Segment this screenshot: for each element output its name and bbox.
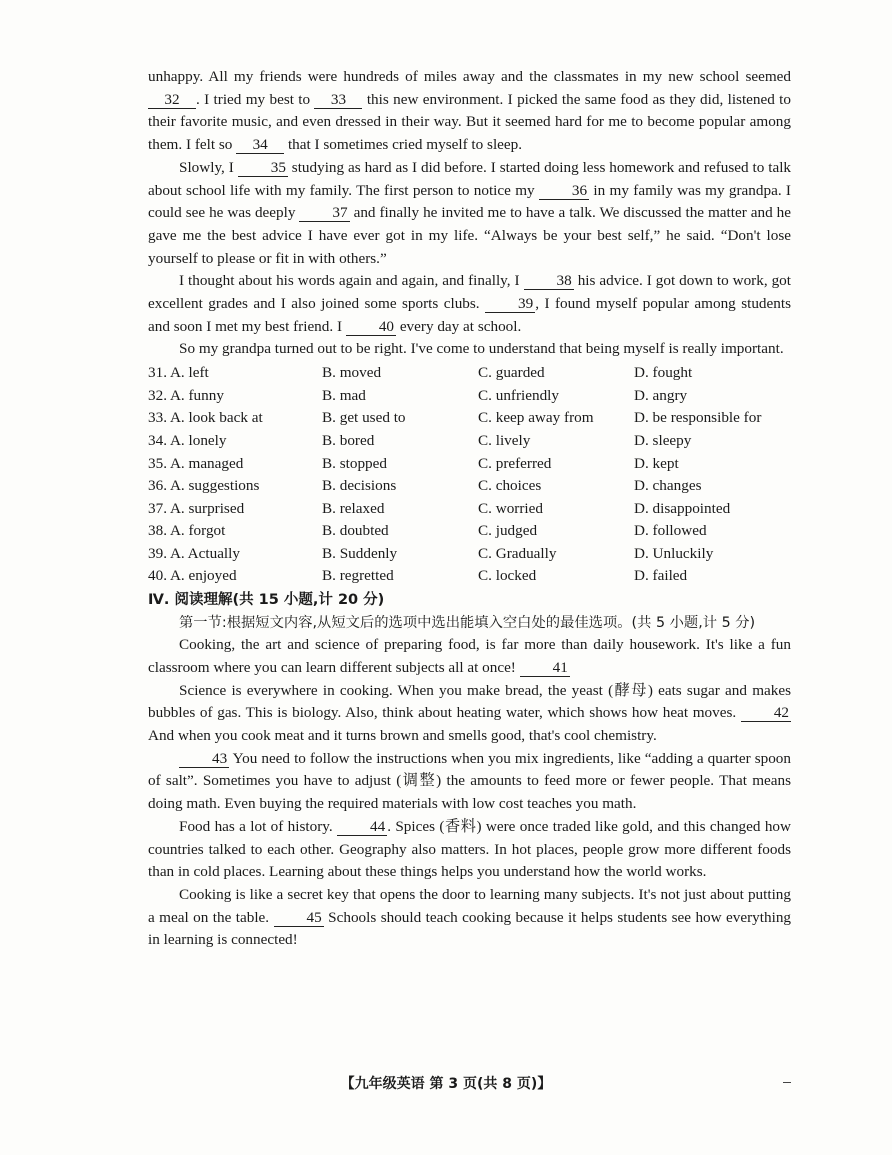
option-row bbox=[148, 520, 791, 543]
page-footer: 【九年级英语 第 3 页(共 8 页)】 bbox=[340, 1076, 552, 1092]
option-c: C. keep away from bbox=[478, 409, 594, 427]
option-row bbox=[148, 430, 791, 453]
option-b: B. moved bbox=[322, 364, 382, 382]
option-a: 35. A. managed bbox=[148, 454, 244, 472]
option-b: B. stopped bbox=[322, 454, 387, 472]
option-row bbox=[148, 362, 791, 385]
text: Cooking is like a secret key that opens the door to learning many subjects. It's not just about putting a meal on the table. bbox=[148, 886, 791, 926]
text: in my family was my grandpa. I could see he was deeply bbox=[148, 181, 791, 222]
blank-35: 35 bbox=[238, 159, 288, 177]
option-c: C. lively bbox=[478, 431, 531, 449]
reading-paragraph-1 bbox=[148, 634, 791, 679]
text: You need to follow the instructions when you mix ingredients, like “adding a quarter spoon of salt”. Sometimes you have to adjust (调整) the amounts to feed more or fewer people. That means doing math. Even buying the required materials with low cost teaches you math. bbox=[148, 749, 791, 813]
option-a: 31. A. left bbox=[148, 364, 209, 382]
option-d: D. changes bbox=[634, 477, 702, 495]
text: . Spices (香料) were once traded like gold, and this changed how countries talked to each other. Geography also matters. In hot places, people grow more different foods than in cold places. Learning about these things helps you understand how the world works. bbox=[148, 817, 791, 881]
blank-43: 43 bbox=[179, 750, 229, 768]
option-b: B. bored bbox=[322, 431, 375, 449]
text: Food has a lot of history. bbox=[179, 817, 338, 835]
option-row bbox=[148, 475, 791, 498]
blank-36: 36 bbox=[539, 182, 589, 200]
cloze-paragraph-1 bbox=[148, 66, 791, 157]
option-a: 37. A. surprised bbox=[148, 499, 245, 517]
blank-42: 42 bbox=[741, 704, 791, 722]
option-c: C. Gradually bbox=[478, 544, 557, 562]
option-d: D. failed bbox=[634, 567, 688, 585]
reading-paragraph-2 bbox=[148, 680, 791, 748]
blank-34: 34 bbox=[236, 136, 284, 154]
option-b: B. relaxed bbox=[322, 499, 385, 517]
text: Science is everywhere in cooking. When you make bread, the yeast (酵母) eats sugar and makes bubbles of gas. This is biology. Also, think about heating water, which shows how heat moves. bbox=[148, 681, 791, 722]
option-b: B. mad bbox=[322, 386, 366, 404]
blank-38: 38 bbox=[524, 272, 574, 290]
option-a: 33. A. look back at bbox=[148, 409, 263, 427]
option-b: B. doubted bbox=[322, 522, 389, 540]
option-d: D. sleepy bbox=[634, 431, 692, 449]
option-a: 32. A. funny bbox=[148, 386, 224, 404]
text: . I tried my best to bbox=[196, 90, 315, 108]
option-c: C. choices bbox=[478, 477, 542, 495]
blank-40: 40 bbox=[346, 318, 396, 336]
option-d: D. kept bbox=[634, 454, 679, 472]
option-d: D. angry bbox=[634, 386, 688, 404]
option-a: 40. A. enjoyed bbox=[148, 567, 237, 585]
text: I thought about his words again and again, and finally, I bbox=[179, 272, 524, 290]
option-a: 38. A. forgot bbox=[148, 522, 226, 540]
option-row bbox=[148, 543, 791, 566]
text: and finally he invited me to have a talk. We discussed the matter and he gave me the best advice I have ever got in my life. “Always be your best self,” he said. “Don't lose yourself to please or fit in with others.” bbox=[148, 204, 791, 267]
blank-37: 37 bbox=[299, 204, 349, 222]
text: And when you cook meat and it turns brown and smells good, that's cool chemistry. bbox=[148, 727, 657, 745]
option-c: C. worried bbox=[478, 499, 543, 517]
text: Schools should teach cooking because it helps students see how everything in learning is connected! bbox=[148, 908, 792, 949]
reading-paragraph-5 bbox=[148, 884, 791, 952]
cloze-paragraph-4: So my grandpa turned out to be right. I've come to understand that being myself is really important. bbox=[179, 340, 784, 358]
option-c: C. locked bbox=[478, 567, 537, 585]
blank-33: 33 bbox=[314, 91, 362, 109]
reading-paragraph-3 bbox=[148, 748, 791, 816]
text: studying as hard as I did before. I started doing less homework and refused to talk about school life with my family. The first person to notice my bbox=[148, 158, 792, 199]
option-d: D. be responsible for bbox=[634, 409, 762, 427]
text: every day at school. bbox=[396, 317, 522, 335]
option-b: B. Suddenly bbox=[322, 544, 398, 562]
text: Slowly, I bbox=[179, 158, 238, 176]
cloze-paragraph-2 bbox=[148, 157, 791, 271]
option-b: B. decisions bbox=[322, 477, 397, 495]
option-row bbox=[148, 453, 791, 476]
option-row bbox=[148, 385, 791, 408]
section-instruction: 第一节:根据短文内容,从短文后的选项中选出能填入空白处的最佳选项。(共 5 小题,计 5 分) bbox=[179, 614, 756, 631]
blank-39: 39 bbox=[485, 295, 535, 313]
option-row bbox=[148, 498, 791, 521]
blank-32: 32 bbox=[148, 91, 196, 109]
reading-paragraph-4 bbox=[148, 816, 791, 884]
option-row bbox=[148, 565, 791, 588]
option-c: C. guarded bbox=[478, 364, 545, 382]
text: that I sometimes cried myself to sleep. bbox=[284, 136, 523, 154]
option-a: 36. A. suggestions bbox=[148, 477, 260, 495]
option-c: C. unfriendly bbox=[478, 386, 559, 404]
section-heading: Ⅳ. 阅读理解(共 15 小题,计 20 分) bbox=[148, 592, 385, 609]
blank-44: 44 bbox=[337, 818, 387, 836]
option-d: D. Unluckily bbox=[634, 544, 714, 562]
text: this new environment. I picked the same food as they did, listened to their favorite music, and even dressed in their way. But it seemed hard for me to become popular among them. I felt so bbox=[148, 90, 791, 154]
cloze-paragraph-3 bbox=[148, 270, 791, 338]
option-b: B. regretted bbox=[322, 567, 394, 585]
blank-45: 45 bbox=[274, 909, 324, 927]
option-list bbox=[148, 362, 791, 588]
blank-41: 41 bbox=[520, 659, 570, 677]
option-c: C. preferred bbox=[478, 454, 552, 472]
option-c: C. judged bbox=[478, 522, 538, 540]
option-d: D. fought bbox=[634, 364, 693, 382]
text: unhappy. All my friends were hundreds of miles away and the classmates in my new school seemed bbox=[148, 68, 791, 85]
text: Cooking, the art and science of preparing food, is far more than daily housework. It's like a fun classroom where you can learn different subjects all at once! bbox=[148, 636, 791, 676]
option-row bbox=[148, 407, 791, 430]
option-d: D. disappointed bbox=[634, 499, 731, 517]
scan-mark bbox=[783, 1082, 791, 1083]
exam-page bbox=[148, 66, 791, 952]
text: his advice. I got down to work, got excellent grades and I also joined some sports clubs. bbox=[148, 272, 791, 313]
option-a: 39. A. Actually bbox=[148, 544, 240, 562]
option-a: 34. A. lonely bbox=[148, 431, 227, 449]
option-d: D. followed bbox=[634, 522, 707, 540]
option-b: B. get used to bbox=[322, 409, 406, 427]
text: , I found myself popular among students and soon I met my best friend. I bbox=[148, 295, 791, 335]
